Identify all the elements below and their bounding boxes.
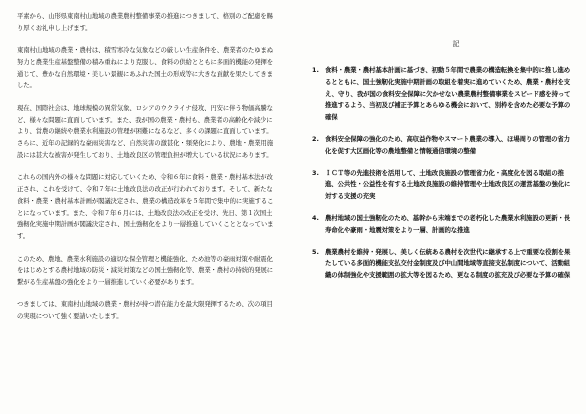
request-item [299,168,575,203]
item-number: 3. [312,168,319,177]
paragraph-request: つきましては、東南村山地域の農業・農村が持つ潜在能力を最大限発揮するため、次の項目の実現について強く要請いたします。 [17,301,273,321]
request-item [299,134,575,158]
item-text: 食料・農業・農村基本計画に基づき、初動５年間で農業の構造転換を集中的に推し進めるとともに、国土強靭化実施中期計画の取組を着実に進めていくため、農業・農村を支え、守り、我が国の食料安全保障に欠かせない農業農村整備事業をスピード感を持って推進するよう、当初及び補正予算とあらゆる機会において、別枠を含めた必要な予算の確保 [325,66,571,122]
item-text: 農業農村を維持・発展し、美しく伝統ある農村を次世代に継承する上で重要な役割を果たしている多面的機能支払交付金制度及び中山間地域等直接支払制度について、活動組織の体制強化や支援範囲の拡大等を図るため、更なる制度の拡充及び必要な予算の確保 [325,247,571,280]
request-items [299,11,575,292]
paragraph-greeting: 平素から、山形県東南村山地域の農業農村整備事業の推進につきまして、格別のご配慮を賜り厚くお礼申し上げます。 [17,13,273,32]
item-number: 2. [312,134,319,143]
request-item [299,65,575,124]
request-item [299,247,575,282]
letter-body [17,11,275,323]
item-text: 農村地域の国土強靭化のため、基幹から末端までの老朽化した農業水利施設の更新・長寿命化や豪雨・地震対策をより一層、計画的な推進 [325,213,571,234]
item-text: ＩＣＴ等の先進技術を活用して、土地改良施設の管理省力化・高度化を図る取組の推進、公共性・公益性を有する土地改良施設の維持管理や土地改良区の運営基盤の強化に対する支援の充実 [325,168,571,201]
paragraph-history: 東南村山地域の農業・農村は、積雪寒冷な気象などの厳しい生産条件を、農業者のたゆまぬ努力と農業生産基盤整備の積み重ねにより克服し、食料の供給とともに多面的機能の発揮を通じて、豊かな自然環境・美しい景観にあふれた国土の形成等に大きな貢献を果たしてきました。 [17,47,273,90]
request-item [299,213,575,237]
paragraph-needs: このため、農地、農業水利施設の適切な保全管理と機能強化、ため池等の豪雨対策や耐震化をはじめとする農村地域の防災・減災対策などの国土強靭化等、農業・農村の持続的発展に繋がる生産基盤の強化をより一層推進していく必要があります。 [17,255,273,287]
paragraph-current-issues: 現在、国際社会は、地球規模の異常気象、ロシアのウクライナ侵攻、円安に伴う物価高騰など、様々な問題に直面しています。また、我が国の農業・農村も、農業者の高齢化や減少により、営農の継続や農業水利施設の管理が困難になるなど、多くの課題に直面しています。さらに、近年の記録的な豪雨災害など、自然災害の激甚化・頻発化により、農地・農業用施設には甚大な被害が発生しており、土地改良区の管理負担が増大している状況にあります。 [17,104,273,159]
paragraph-legal-changes: これらの国内外の様々な問題に対応していくため、令和６年に食料・農業・農村基本法が改正され、これを受けて、令和７年に土地改良法の改正が行われております。そして、新たな食料・農業・農村基本計画が閣議決定され、農業の構造改革を５年間で集中的に実施することになっています。また、令和７年６月には、土地改良法の改正を受け、先日、第１次国土強靭化実施中期計画が閣議決定され、国土強靭化をより一層推進していくこととなっています。 [17,174,274,241]
item-number: 4. [312,213,319,222]
item-text: 食料安全保障の強化のため、高収益作物やスマート農業の導入、ほ場周りの管理の省力化を促す大区画化等の農地整備と情報通信環境の整備 [325,134,570,155]
item-number: 1. [312,66,319,74]
item-number: 5. [312,247,319,256]
ki-header: 記 [452,40,460,48]
